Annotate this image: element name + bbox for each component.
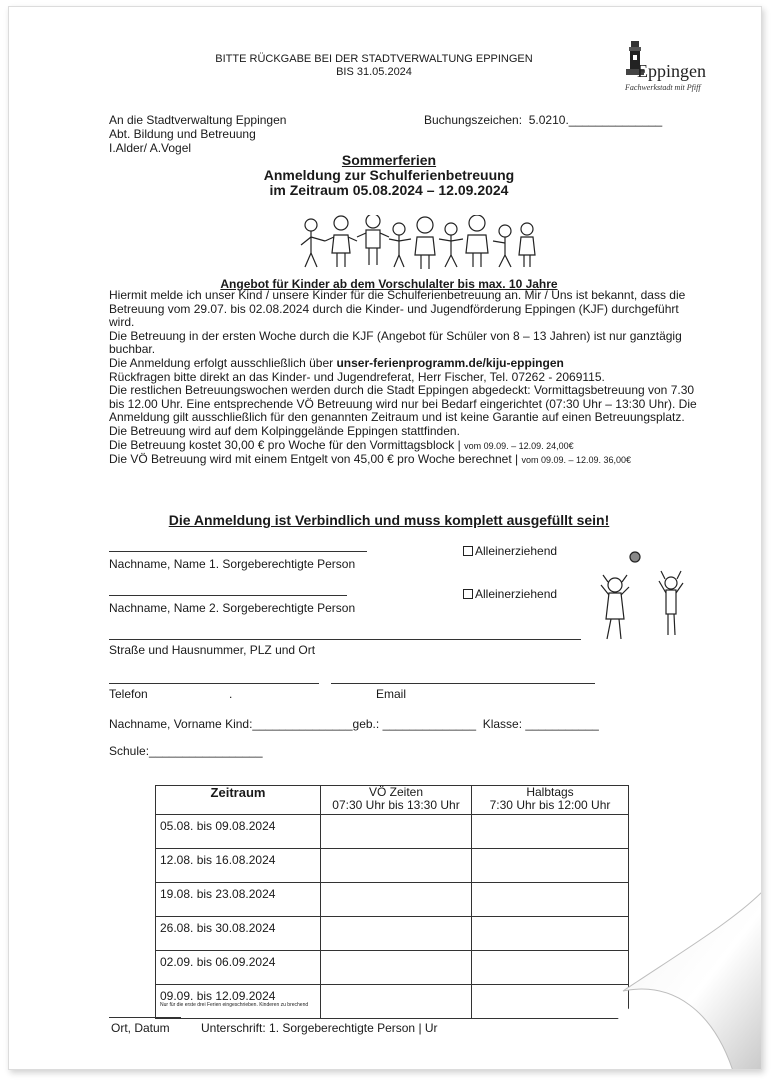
child-name-field[interactable]: _______________ — [252, 717, 353, 731]
period-footnote: Nur für die erste drei Ferien eingeschrieben. Kinderen zu brechend — [160, 1002, 309, 1008]
single-parent-1 — [463, 544, 557, 558]
voe-cell[interactable] — [321, 917, 472, 951]
child-name-label: Nachname, Vorname Kind: — [109, 717, 253, 731]
table-row — [156, 951, 629, 985]
booking-reference — [424, 113, 662, 127]
period-cell: 26.08. bis 30.08.2024 — [156, 917, 321, 951]
registration-text: Die Anmeldung erfolgt ausschließlich über — [109, 355, 337, 370]
page-curl-decoration — [563, 881, 762, 1070]
place-date-line[interactable] — [109, 1017, 181, 1018]
single-parent-2-label: Alleinerziehend — [475, 587, 558, 601]
children-holding-hands-illustration — [297, 215, 539, 275]
info-paragraph-4: Rückfragen bitte direkt an das Kinder- und Jugendreferat, Herr Fischer, Tel. 07262 - 2069115. — [109, 369, 605, 384]
birthdate-field[interactable]: ______________ — [382, 717, 477, 731]
eppingen-logo — [615, 39, 725, 99]
child-row — [109, 717, 599, 731]
school-row — [109, 744, 263, 758]
price-note-morning: vom 09.09. – 12.09. 24,00€ — [464, 440, 574, 451]
phone-separator-dot: . — [229, 687, 233, 701]
price-text-morning: Die Betreuung kostet 30,00 € pro Woche für den Vormittagsblock | — [109, 437, 465, 452]
period-cell: 05.08. bis 09.08.2024 — [156, 815, 321, 849]
school-label: Schule: — [109, 744, 150, 758]
logo-tagline: Fachwerkstadt mit Pfiff — [625, 83, 701, 92]
table-row — [156, 849, 629, 883]
information-text — [109, 289, 699, 468]
header-halftime — [472, 786, 629, 815]
info-paragraph-6 — [109, 439, 699, 454]
address-line3: I.Alder/ A.Vogel — [109, 141, 192, 155]
title-line2: Anmeldung zur Schulferienbetreuung — [263, 167, 515, 183]
voe-cell[interactable] — [321, 883, 472, 917]
single-parent-1-checkbox[interactable] — [463, 546, 473, 556]
parent1-line[interactable] — [109, 551, 367, 552]
table-row — [156, 985, 629, 1019]
booking-label: Buchungszeichen: — [424, 113, 523, 127]
single-parent-2 — [463, 587, 557, 601]
parent2-line[interactable] — [109, 595, 347, 596]
info-paragraph-1: Hiermit melde ich unser Kind / unsere Kinder für die Schulferienbetreuung an. Mir / Uns ist bekannt, dass die Betreuung vom 29.07. bis 02.08.2024 durch die Kinder- und Jugendförderung Eppingen (KJF) durchgeführt wird. — [109, 288, 686, 330]
booking-value: 5.0210.______________ — [528, 113, 663, 127]
halftime-cell[interactable] — [472, 849, 629, 883]
school-field[interactable]: _________________ — [149, 744, 263, 758]
street-label: Straße und Hausnummer, PLZ und Ort — [109, 643, 316, 657]
logo-name: Eppingen — [637, 61, 706, 81]
title-line3: im Zeitraum 05.08.2024 – 12.09.2024 — [269, 182, 509, 198]
table-header-row — [156, 786, 629, 815]
class-label: Klasse: — [482, 717, 523, 731]
return-notice — [159, 53, 589, 79]
place-date-label: Ort, Datum — [111, 1021, 170, 1035]
booking-table — [155, 785, 629, 1019]
info-paragraph-3 — [109, 357, 699, 371]
phone-label: Telefon — [109, 687, 148, 701]
voe-cell[interactable] — [321, 849, 472, 883]
voe-cell[interactable] — [321, 985, 472, 1019]
period-cell: 02.09. bis 06.09.2024 — [156, 951, 321, 985]
offer-heading: Angebot für Kinder ab dem Vorschulalter bis max. 10 Jahre — [220, 277, 558, 291]
price-text-voe: Die VÖ Betreuung wird mit einem Entgelt von 45,00 € pro Woche berechnet | — [109, 452, 522, 467]
period-cell: 19.08. bis 23.08.2024 — [156, 883, 321, 917]
document-page — [8, 6, 762, 1070]
header-voe-times: 07:30 Uhr bis 13:30 Uhr — [332, 798, 460, 812]
single-parent-2-checkbox[interactable] — [463, 589, 473, 599]
info-paragraph-7 — [109, 453, 699, 468]
address-line2: Abt. Bildung und Betreuung — [109, 127, 256, 141]
halftime-cell[interactable] — [472, 815, 629, 849]
price-note-voe: vom 09.09. – 12.09. 36,00€ — [521, 455, 632, 466]
recipient-address — [109, 113, 286, 155]
header-period: Zeitraum — [156, 786, 321, 815]
parent2-label: Nachname, Name 2. Sorgeberechtigte Person — [109, 601, 356, 615]
table-row — [156, 883, 629, 917]
period-cell — [156, 985, 321, 1019]
birthdate-label: geb.: — [352, 717, 380, 731]
playing-children-illustration — [593, 547, 703, 647]
street-line[interactable] — [109, 639, 581, 640]
single-parent-1-label: Alleinerziehend — [475, 544, 558, 558]
period-cell: 12.08. bis 16.08.2024 — [156, 849, 321, 883]
email-line[interactable] — [331, 683, 595, 684]
header-voe — [321, 786, 472, 815]
class-field[interactable]: ___________ — [525, 717, 599, 731]
document-title — [159, 153, 619, 198]
table-row — [156, 815, 629, 849]
title-line1: Sommerferien — [341, 152, 437, 168]
address-line1: An die Stadtverwaltung Eppingen — [109, 113, 287, 127]
email-label: Email — [376, 687, 407, 701]
voe-cell[interactable] — [321, 815, 472, 849]
header-voe-title: VÖ Zeiten — [368, 785, 424, 799]
info-paragraph-5: Die restlichen Betreuungswochen werden durch die Stadt Eppingen abgedeckt: Vormittagsbetreuung von 7.30 bis 12.00 Uhr. Eine entsprechende VÖ Betreuung wird nur bei Bedarf eingerichtet (07:30 Uhr – 13:30 Uhr). Die Anmeldung gilt ausschließlich für den genannten Zeitraum und ist keine Garantie auf einen Betreuungsplatz. Die Betreuung wird auf dem Kolpinggelände Eppingen stattfinden. — [109, 383, 697, 438]
header-halftime-title: Halbtags — [526, 785, 574, 799]
table-row — [156, 917, 629, 951]
signature-label: Unterschrift: 1. Sorgeberechtigte Person | Ur — [201, 1021, 438, 1035]
return-notice-line1: BITTE RÜCKGABE BEI DER STADTVERWALTUNG EPPINGEN — [215, 53, 533, 65]
header-halftime-times: 7:30 Uhr bis 12:00 Uhr — [489, 798, 611, 812]
period-last: 09.09. bis 12.09.2024 — [160, 989, 276, 1003]
return-notice-line2: BIS 31.05.2024 — [336, 66, 412, 78]
phone-line[interactable] — [109, 683, 319, 684]
parent1-label: Nachname, Name 1. Sorgeberechtigte Person — [109, 557, 356, 571]
voe-cell[interactable] — [321, 951, 472, 985]
registration-link[interactable]: unser-ferienprogramm.de/kiju-eppingen — [336, 355, 564, 370]
info-paragraph-2: Die Betreuung in der ersten Woche durch die KJF (Angebot für Schüler von 8 – 13 Jahren) ist nur ganztägig buchbar. — [109, 328, 682, 357]
binding-notice: Die Anmeldung ist Verbindlich und muss komplett ausgefüllt sein! — [168, 512, 610, 528]
